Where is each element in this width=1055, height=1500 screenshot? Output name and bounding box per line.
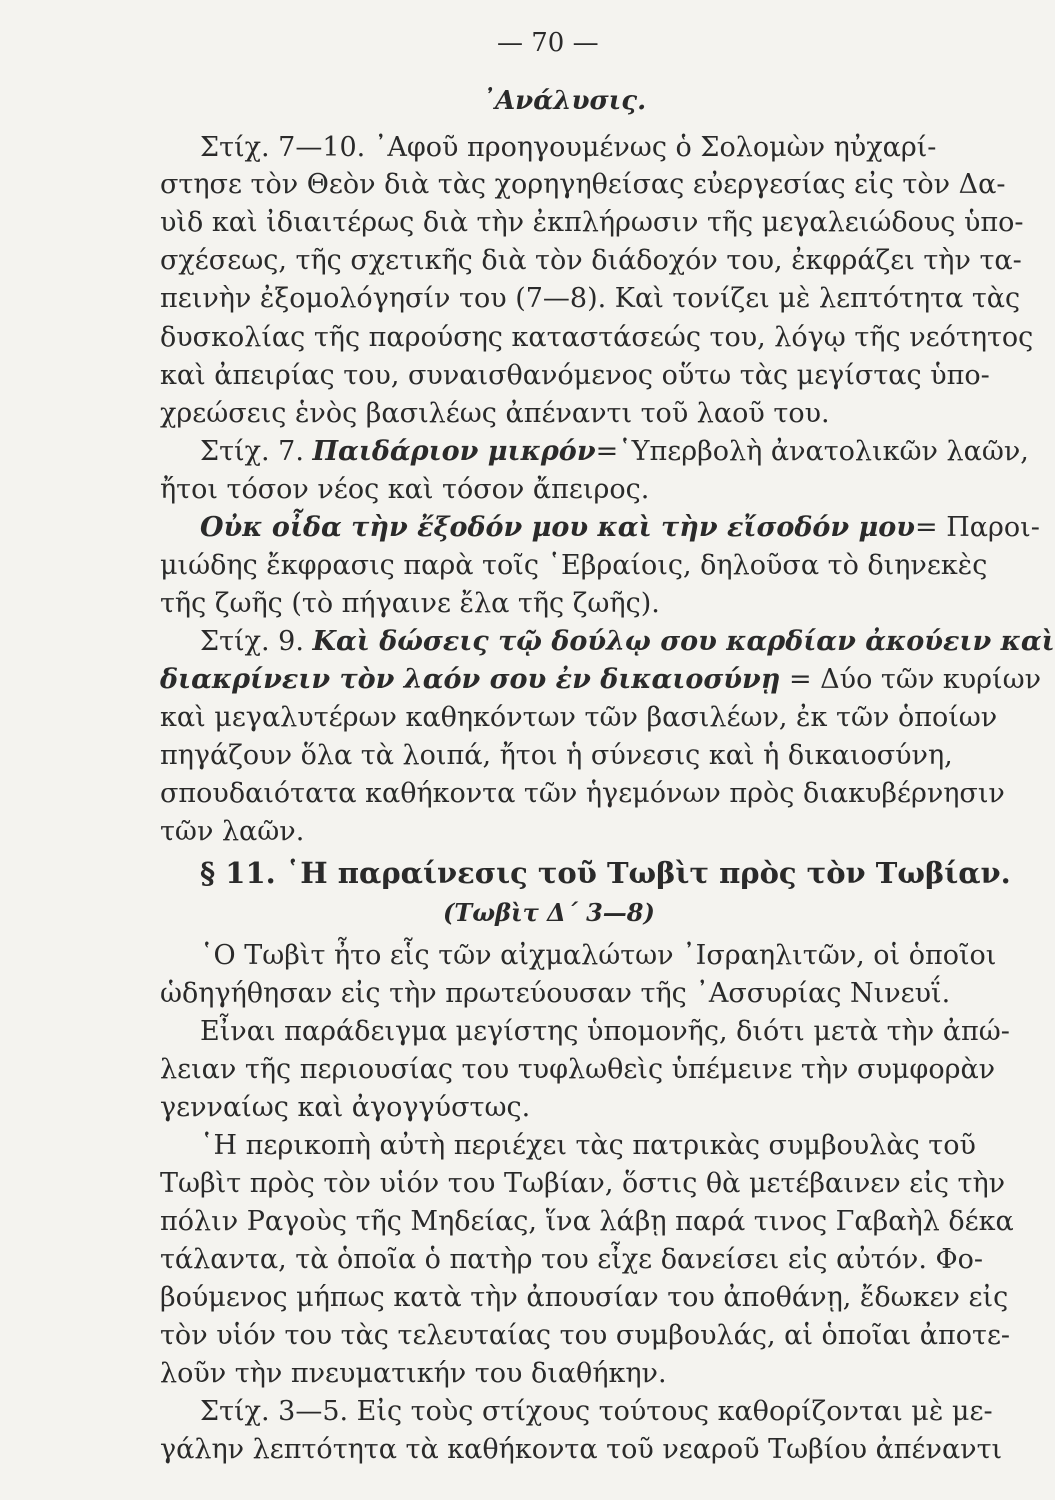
text-line: σχέσεως, τῆς σχετικῆς διὰ τὸν διάδοχόν του, ἐκφράζει τὴν τα-: [160, 245, 1022, 276]
text-line: τὸν υἱόν του τὰς τελευταίας του συμβουλάς, αἱ ὁποῖαι ἀποτε-: [160, 1320, 1011, 1351]
explanation: = Παροι-: [915, 512, 1040, 543]
verse-label: Στίχ. 7.: [200, 436, 313, 467]
text-line: Τωβὶτ πρὸς τὸν υἱόν του Τωβίαν, ὅστις θὰ μετέβαινεν εἰς τὴν: [160, 1168, 1006, 1199]
text-line: σπουδαιότατα καθήκοντα τῶν ἡγεμόνων πρὸς διακυβέρνησιν: [160, 778, 1005, 809]
section-title: § 11. ῾Η παραίνεσις τοῦ Τωβὶτ πρὸς τὸν Τωβίαν.: [200, 856, 1011, 890]
text-line: πόλιν Ραγοὺς τῆς Μηδείας, ἵνα λάβῃ παρά τινος Γαβαὴλ δέκα: [160, 1206, 1014, 1237]
text-line: γενναίως καὶ ἀγογγύστως.: [160, 1092, 531, 1123]
verse-9-line-2: [160, 662, 1042, 698]
text-line: χρεώσεις ἑνὸς βασιλέως ἀπέναντι τοῦ λαοῦ του.: [160, 398, 830, 429]
text-line: βούμενος μήπως κατὰ τὴν ἀπουσίαν του ἀποθάνῃ, ἔδωκεν εἰς: [160, 1282, 1009, 1313]
text-line: υὶδ καὶ ἰδιαιτέρως διὰ τὴν ἐκπλήρωσιν τῆς μεγαλειώδους ὑπο-: [160, 207, 1024, 238]
text-line: μιώδης ἔκφρασις παρὰ τοῖς ῾Εβραίοις, δηλοῦσα τὸ διηνεκὲς: [160, 550, 988, 581]
text-line: στησε τὸν Θεὸν διὰ τὰς χορηγηθείσας εὐεργεσίας εἰς τὸν Δα-: [160, 169, 1006, 200]
text-line: ὡδηγήθησαν εἰς τὴν πρωτεύουσαν τῆς ᾿Ασσυρίας Νινευΐ.: [160, 978, 951, 1009]
text-line: τῶν λαῶν.: [160, 816, 305, 847]
text-line: καὶ μεγαλυτέρων καθηκόντων τῶν βασιλέων, ἐκ τῶν ὁποίων: [160, 702, 998, 733]
text-line: Στίχ. 3—5. Εἰς τοὺς στίχους τούτους καθορίζονται μὲ με-: [200, 1396, 993, 1427]
proverb-line: [200, 510, 1040, 546]
text-line: τάλαντα, τὰ ὁποῖα ὁ πατὴρ του εἶχε δανείσει εἰς αὐτόν. Φο-: [160, 1244, 984, 1275]
text-line: ῾Ο Τωβὶτ ἦτο εἷς τῶν αἰχμαλώτων ᾿Ισραηλιτῶν, οἱ ὁποῖοι: [200, 940, 997, 971]
text-line: Στίχ. 7—10. ᾿Αφοῦ προηγουμένως ὁ Σολομὼν ηὐχαρί-: [200, 132, 937, 163]
text-line: ἤτοι τόσον νέος καὶ τόσον ἄπειρος.: [160, 474, 650, 505]
text-line: ῾Η περικοπὴ αὐτὴ περιέχει τὰς πατρικὰς συμβουλὰς τοῦ: [200, 1130, 976, 1161]
text-line: πηγάζουν ὅλα τὰ λοιπά, ἤτοι ἡ σύνεσις καὶ ἡ δικαιοσύνη,: [160, 740, 953, 771]
bold-quote: Παιδάριον μικρόν: [312, 436, 596, 467]
explanation: = Δύο τῶν κυρίων: [780, 664, 1042, 695]
text-line: πεινὴν ἐξομολόγησίν του (7—8). Καὶ τονίζει μὲ λεπτότητα τὰς: [160, 283, 1021, 314]
text-line: λοῦν τὴν πνευματικήν του διαθήκην.: [160, 1358, 667, 1389]
text-line: γάλην λεπτότητα τὰ καθήκοντα τοῦ νεαροῦ Τωβίου ἀπέναντι: [160, 1434, 1003, 1465]
text-line: δυσκολίας τῆς παρούσης καταστάσεώς του, λόγῳ τῆς νεότητος: [160, 322, 1034, 353]
text-line: λειαν τῆς περιουσίας του τυφλωθεὶς ὑπέμεινε τὴν συμφορὰν: [160, 1054, 996, 1085]
analysis-heading: ᾿Ανάλυσις.: [482, 86, 647, 116]
bold-quote: Οὐκ οἶδα τὴν ἔξοδόν μου καὶ τὴν εἴσοδόν μου: [200, 512, 916, 543]
text-line: καὶ ἀπειρίας του, συναισθανόμενος οὕτω τὰς μεγίστας ὑπο-: [160, 360, 990, 391]
text-line: τῆς ζωῆς (τὸ πήγαινε ἔλα τῆς ζωῆς).: [160, 588, 660, 619]
explanation: =῾Υπερβολὴ ἀνατολικῶν λαῶν,: [595, 436, 1029, 467]
page-number: — 70 —: [497, 28, 599, 58]
verse-7-line: [200, 434, 1029, 470]
bold-quote: διακρίνειν τὸν λαόν σου ἐν δικαιοσύνῃ: [160, 664, 781, 695]
bold-quote: Καὶ δώσεις τῷ δούλῳ σου καρδίαν ἀκούειν καὶ: [312, 626, 1055, 657]
section-subtitle: (Τωβὶτ Δ´ 3—8): [443, 898, 655, 927]
text-line: Εἶναι παράδειγμα μεγίστης ὑπομονῆς, διότι μετὰ τὴν ἀπώ-: [200, 1016, 1010, 1047]
verse-9-line: [200, 624, 1055, 660]
verse-label: Στίχ. 9.: [200, 626, 313, 657]
